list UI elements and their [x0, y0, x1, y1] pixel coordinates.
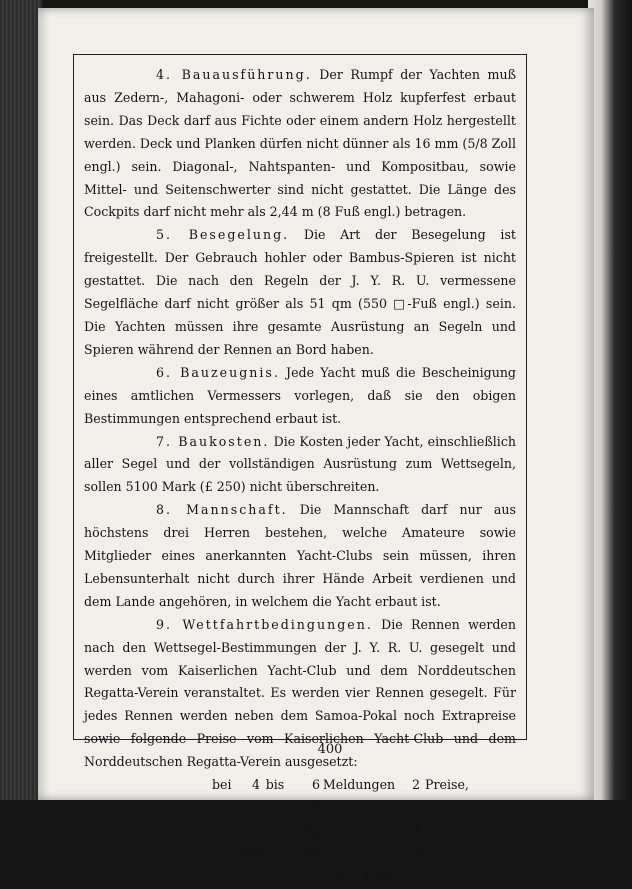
section-heading: 5. Besegelung.: [156, 227, 290, 243]
table-cell: „: [271, 822, 279, 838]
table-cell: 5: [411, 845, 420, 861]
paragraph-besegelung: [84, 224, 516, 361]
section-heading: 6. Bauzeugnis.: [156, 364, 280, 380]
book-page-edges-left: [0, 0, 42, 800]
section-heading: 9. Wettfahrtbedingungen.: [156, 616, 373, 632]
paragraph-baukosten: [84, 431, 516, 500]
paragraph-bauausfuehrung: [84, 64, 516, 224]
table-row: [212, 774, 516, 797]
table-cell: 12: [303, 822, 320, 838]
table-cell: „: [212, 822, 219, 838]
page-number: 400: [317, 742, 343, 757]
table-cell: 2: [411, 777, 420, 793]
table-cell: „: [271, 845, 279, 861]
table-row: [212, 843, 516, 866]
table-cell: Preise,: [425, 777, 469, 793]
table-cell: 6: [311, 777, 320, 793]
section-body: Jede Yacht muß die Bescheinigung eines amtlichen Vermessers vorlegen, daß sie den obigen Bestimmungen entsprechend erbaut ist.: [84, 364, 516, 426]
prize-table: [212, 774, 516, 889]
section-heading: 7. Baukosten.: [156, 433, 270, 449]
table-cell: „: [443, 800, 451, 815]
table-cell: 10: [243, 822, 260, 838]
table-cell: Meldungen: [322, 777, 396, 793]
table-cell: 4: [411, 822, 420, 838]
page-text: [84, 64, 516, 889]
table-cell: bei: [212, 777, 232, 793]
table-cell: 15: [303, 845, 320, 861]
table-tail-text: und so fort.: [318, 868, 392, 884]
table-cell: „: [212, 845, 219, 861]
table-row: [212, 820, 516, 843]
paragraph-mannschaft: [84, 499, 516, 614]
table-cell: „: [443, 822, 451, 838]
table-cell: 7: [251, 800, 260, 815]
table-cell: 4: [251, 777, 260, 793]
table-cell: „: [443, 845, 451, 861]
section-body: Die Mannschaft darf nur aus höchstens drei Herren bestehen, welche Amateure sowie Mitglieder eines anerkannten Yacht-Clubs sein müssen, ihren Lebensunterhalt nicht durch ihrer Hände Arbeit verdienen und dem Lande angehören, in welchem die Yacht erbaut ist.: [84, 502, 516, 609]
section-body: Die Rennen werden nach den Wettsegel-Bestimmungen der J. Y. R. U. gesegelt und werden vom Kaiserlichen Yacht-Club und dem Norddeutschen Regatta-Verein veranstaltet. Es werden vier Rennen gesegelt. Für jedes Rennen werden neben dem Samoa-Pokal noch Extrapreise sowie folgende Preise vom Kaiserlichen Yacht-Club und dem Norddeutschen Regatta-Verein ausgesetzt:: [84, 616, 516, 770]
book-page-edges-right: [588, 0, 632, 800]
section-body: Die Art der Besegelung ist freigestellt. Der Gebrauch hohler oder Bambus-Spieren ist nicht gestattet. Die nach den Regeln der J. Y. R. U. vermessene Segelfläche darf nicht größer als 51 qm (550 □-Fuß engl.) sein. Die Yachten müssen ihre gesamte Ausrüstung an Segeln und Spieren während der Rennen an Bord haben.: [84, 227, 516, 357]
table-cell: „: [271, 800, 279, 815]
table-row: [212, 797, 516, 820]
section-body: Die Kosten jeder Yacht, einschließlich aller Segel und der vollständigen Ausrüstung zum Wettsegeln, sollen 5100 Mark (£ 250) nicht überschreiten.: [84, 433, 516, 495]
paragraph-bauzeugnis: [84, 362, 516, 431]
section-heading: 8. Mannschaft.: [156, 502, 288, 518]
table-cell: 3: [411, 800, 420, 815]
table-cell: „: [355, 800, 363, 815]
section-heading: 4. Bauausführung.: [156, 67, 312, 82]
section-body: Der Rumpf der Yachten muß aus Zedern-, Mahagoni- oder schwerem Holz kupferfest erbaut sein. Das Deck darf aus Fichte oder einem andern Holz hergestellt werden. Deck und Planken dürfen nicht dünner als 16 mm (5/8 Zoll engl.) sein. Diagonal-, Nahtspanten- und Kompositbau, sowie Mittel- und Seitenschwerter sind nicht gestattet. Die Länge des Cockpits darf nicht mehr als 2,44 m (8 Fuß engl.) betragen.: [84, 67, 516, 220]
table-cell: „: [355, 845, 363, 861]
table-cell: bis: [265, 777, 285, 793]
table-cell: 13: [243, 845, 260, 861]
table-cell: „: [355, 822, 363, 838]
table-cell: „: [212, 800, 219, 815]
table-cell: 9: [311, 800, 320, 815]
